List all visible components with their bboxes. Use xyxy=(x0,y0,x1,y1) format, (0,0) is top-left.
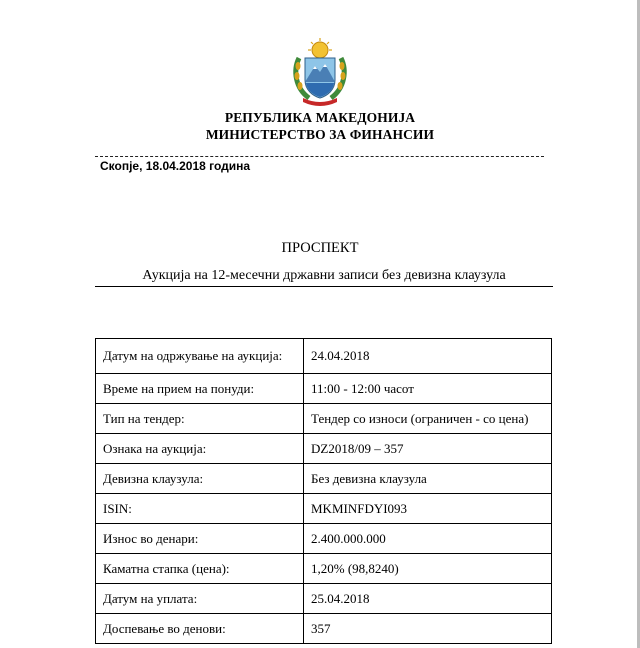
table-row xyxy=(96,584,552,614)
document-title: ПРОСПЕКТ xyxy=(281,240,359,256)
row-value: 24.04.2018 xyxy=(304,339,552,374)
row-label: Девизна клаузула: xyxy=(96,464,304,494)
header-republic: РЕПУБЛИКА МАКЕДОНИЈА xyxy=(224,110,416,125)
header-divider xyxy=(95,156,544,157)
row-value: 25.04.2018 xyxy=(304,584,552,614)
row-label: Каматна стапка (цена): xyxy=(96,554,304,584)
header-ministry: МИНИСТЕРСТВО ЗА ФИНАНСИИ xyxy=(205,127,435,142)
table-row xyxy=(96,434,552,464)
row-label: Износ во денари: xyxy=(96,524,304,554)
row-value: DZ2018/09 – 357 xyxy=(304,434,552,464)
table-row xyxy=(96,524,552,554)
row-value: MKMINFDYI093 xyxy=(304,494,552,524)
row-label: Датум на одржување на аукција: xyxy=(96,339,304,374)
row-value: 1,20% (98,8240) xyxy=(304,554,552,584)
row-value: Без девизна клаузула xyxy=(304,464,552,494)
place-date: Скопје, 18.04.2018 година xyxy=(100,159,251,173)
table-row xyxy=(96,554,552,584)
auction-details-table xyxy=(95,338,552,644)
table-row xyxy=(96,614,552,644)
table-row xyxy=(96,464,552,494)
row-value: Тендер со износи (ограничен - со цена) xyxy=(304,404,552,434)
table-row xyxy=(96,374,552,404)
row-value: 357 xyxy=(304,614,552,644)
row-label: Доспевање во денови: xyxy=(96,614,304,644)
table-row xyxy=(96,404,552,434)
row-label: ISIN: xyxy=(96,494,304,524)
row-label: Време на прием на понуди: xyxy=(96,374,304,404)
coat-of-arms-icon xyxy=(289,36,351,110)
row-value: 2.400.000.000 xyxy=(304,524,552,554)
table-row xyxy=(96,339,552,374)
document-subtitle: Аукција на 12-месечни државни записи без девизна клаузула xyxy=(95,268,553,287)
row-label: Ознака на аукција: xyxy=(96,434,304,464)
table-row xyxy=(96,494,552,524)
row-label: Тип на тендер: xyxy=(96,404,304,434)
row-value: 11:00 - 12:00 часот xyxy=(304,374,552,404)
row-label: Датум на уплата: xyxy=(96,584,304,614)
